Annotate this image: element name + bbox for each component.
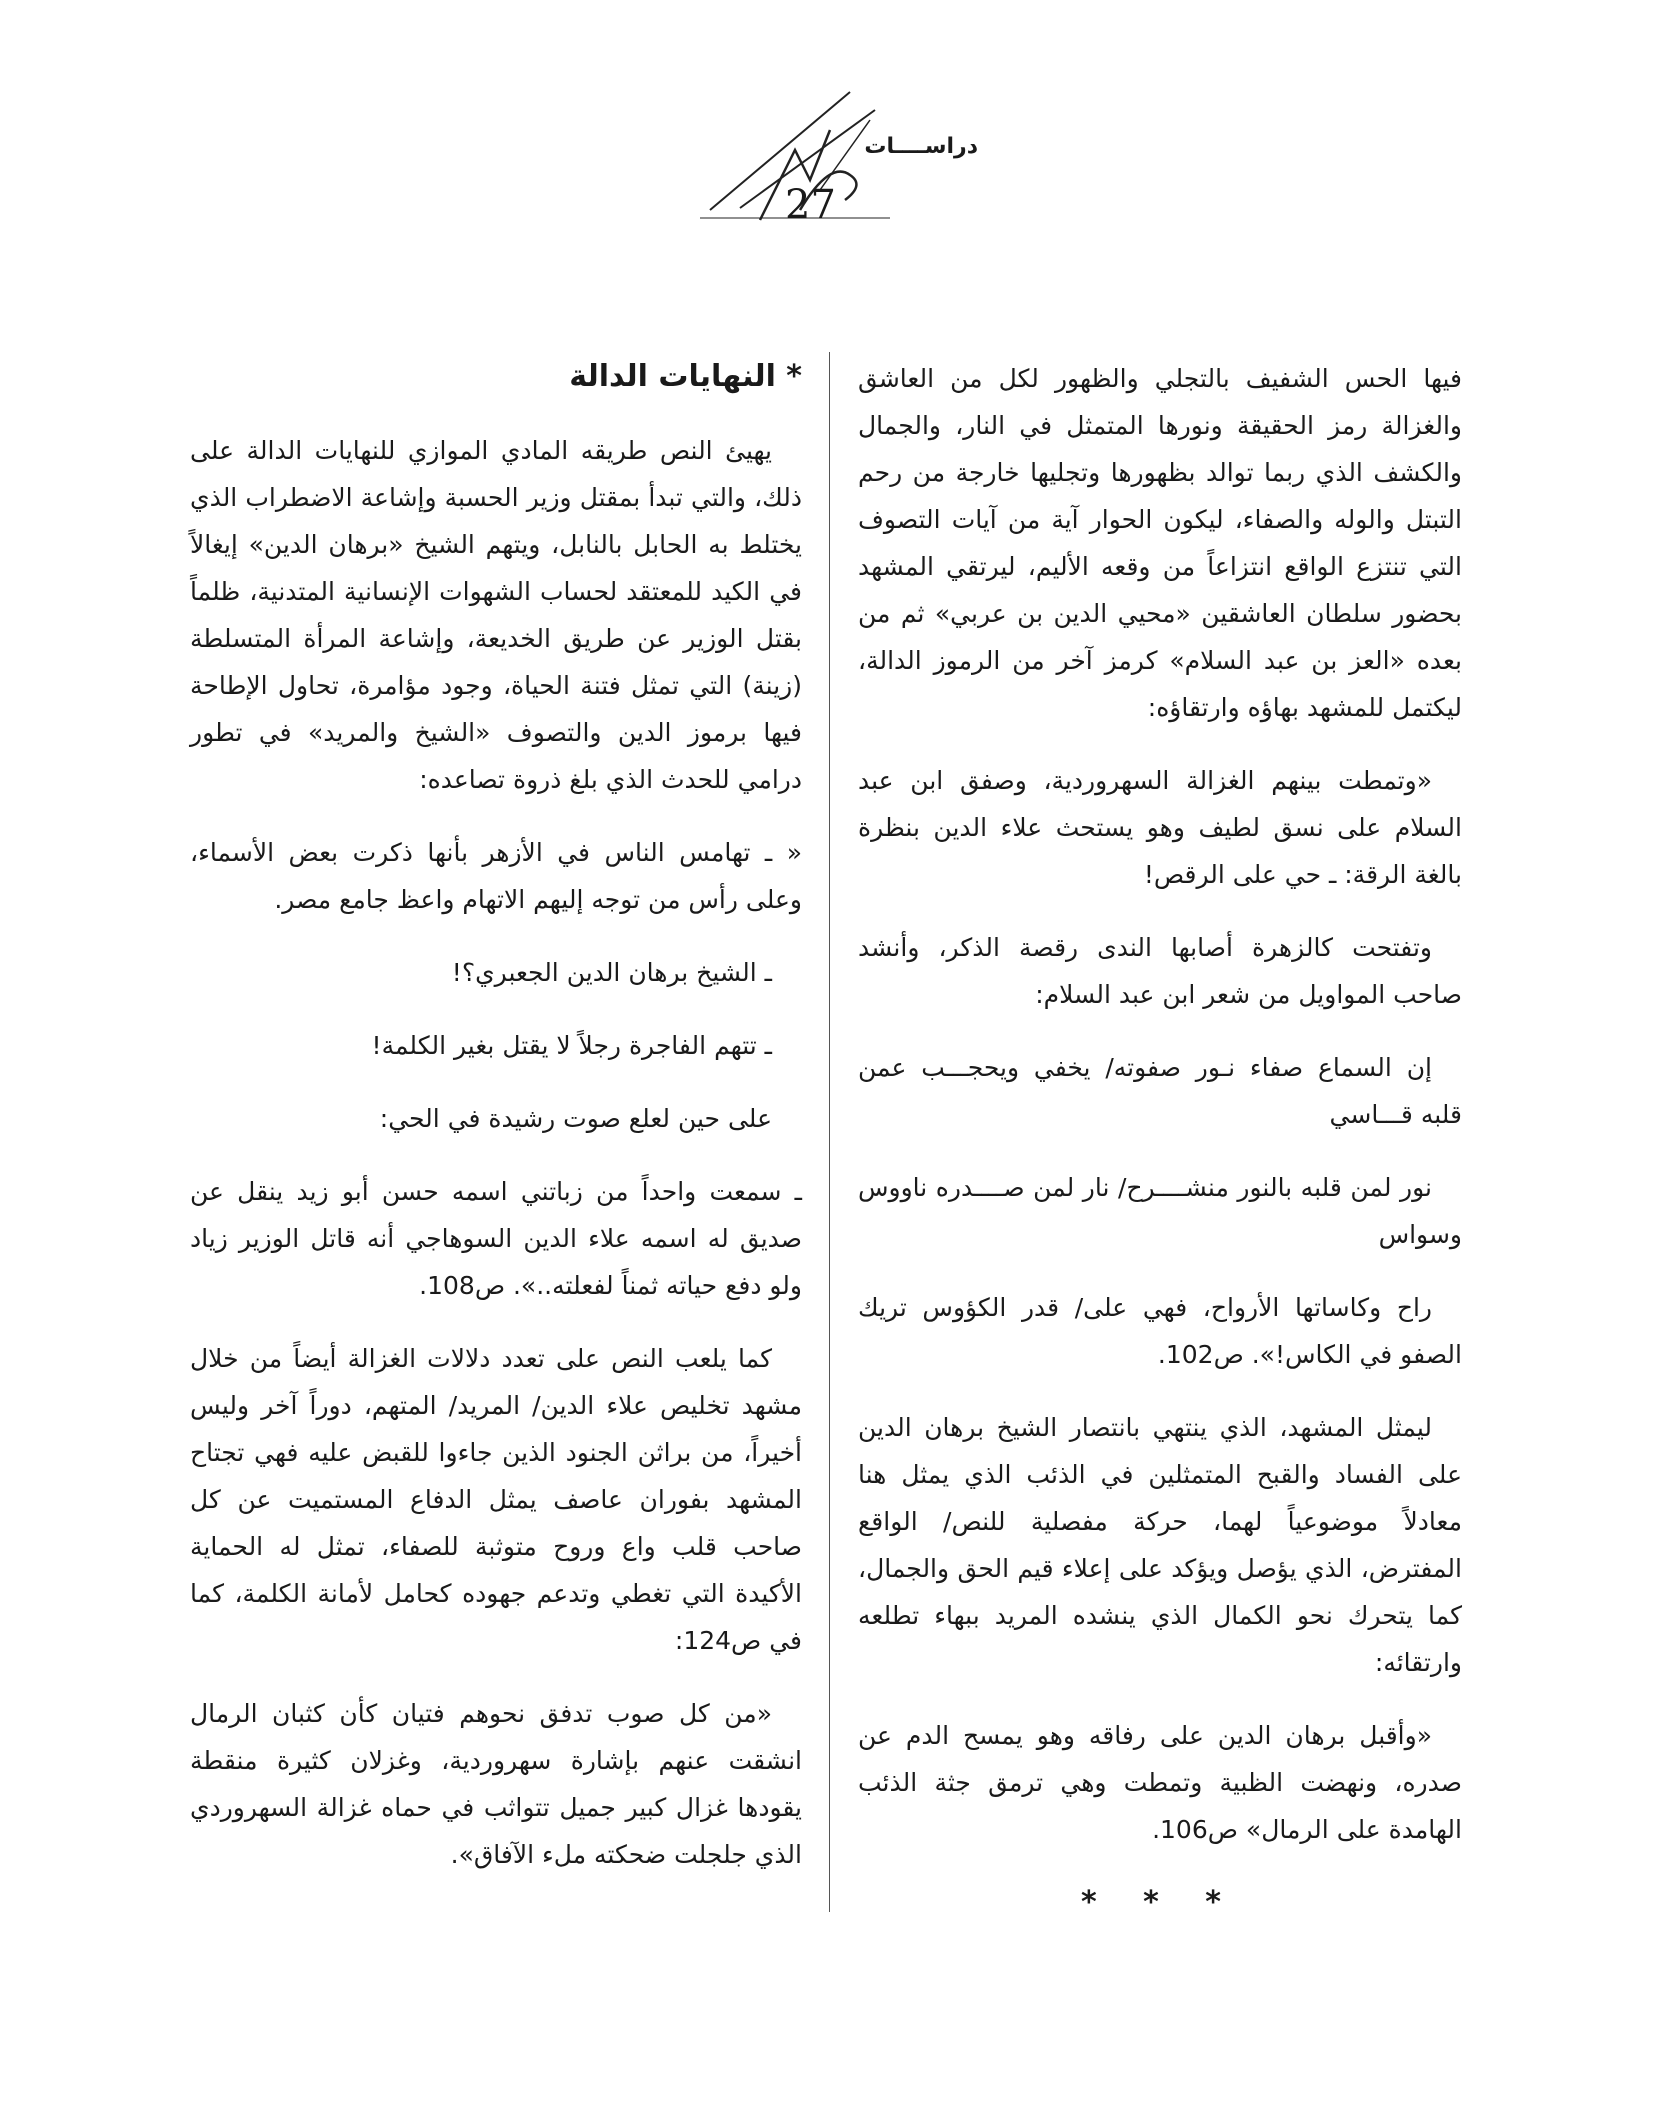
section-separator: * * * <box>1081 1885 1239 1920</box>
section-label: دراســــات <box>864 134 978 159</box>
paragraph: وتفتحت كالزهرة أصابها الندى رقصة الذكر، وأنشد صاحب المواويل من شعر ابن عبد السلام: <box>858 933 1462 1009</box>
section-title: * النهايات الدالة <box>569 359 802 394</box>
right-column <box>858 355 1462 1926</box>
paragraph: ليمثل المشهد، الذي ينتهي بانتصار الشيخ برهان الدين على الفساد والقبح المتمثلين في الذئب الذي يمثل هنا معادلاً موضوعياً لهما، حركة مفصلية للنص/ الواقع المفترض، الذي يؤصل ويؤكد على إعلاء قيم الحق والجمال، كما يتحرك نحو الكمال الذي ينشده المريد ببهاء تطلعه وارتقائه: <box>858 1413 1462 1677</box>
poem-verse: نور لمن قلبه بالنور منشــــرح/ نار لمن صــــدره ناووس وسواس <box>858 1173 1462 1249</box>
quote-paragraph: «من كل صوب تدفق نحوهم فتيان كأن كثبان الرمال انشقت عنهم بإشارة سهروردية، وغزلان كثيرة منقطة يقودها غزال كبير جميل تتواثب في حماه غزالة السهروردي الذي جلجلت ضحكته ملء الآفاق». <box>190 1699 802 1869</box>
column-divider <box>829 352 830 1912</box>
page-header <box>680 90 980 240</box>
dialogue-line: ـ تتهم الفاجرة رجلاً لا يقتل بغير الكلمة! <box>371 1031 772 1060</box>
quote-paragraph: «وتمطت بينهم الغزالة السهروردية، وصفق ابن عبد السلام على نسق لطيف وهو يستحث علاء الدين بنظرة بالغة الرقة: ـ حي على الرقص! <box>858 766 1462 889</box>
quote-paragraph: «وأقبل برهان الدين على رفاقه وهو يمسح الدم عن صدره، ونهضت الظبية وتمطت وهي ترمق جثة الذئب الهامدة على الرمال» ص106. <box>858 1721 1462 1844</box>
page-number: 27 <box>785 182 836 228</box>
dialogue-line: على حين لعلع صوت رشيدة في الحي: <box>379 1104 772 1133</box>
poem-verse: راح وكاساتها الأرواح، فهي على/ قدر الكؤوس تريك الصفو في الكاس!». ص102. <box>858 1293 1462 1369</box>
quote-paragraph: « ـ تهامس الناس في الأزهر بأنها ذكرت بعض الأسماء، وعلى رأس من توجه إليهم الاتهام واعظ جامع مصر. <box>190 838 802 914</box>
left-column <box>190 355 802 1904</box>
dialogue-line: ـ الشيخ برهان الدين الجعبري؟! <box>451 958 772 987</box>
paragraph: فيها الحس الشفيف بالتجلي والظهور لكل من العاشق والغزالة رمز الحقيقة ونورها المتمثل في النار، والجمال والكشف الذي ربما توالد بظهورها وتجليها خارجة من رحم التبتل والوله والصفاء، ليكون الحوار آية من آيات التصوف التي تنتزع الواقع انتزاعاً من وقعه الأليم، ليرتقي المشهد بحضور سلطان العاشقين «محيي الدين بن عربي» ثم من بعده «العز بن عبد السلام» كرمز آخر من الرموز الدالة، ليكتمل للمشهد بهاؤه وارتقاؤه: <box>858 364 1462 722</box>
paragraph: يهيئ النص طريقه المادي الموازي للنهايات الدالة على ذلك، والتي تبدأ بمقتل وزير الحسبة وإشاعة الاضطراب الذي يختلط به الحابل بالنابل، ويتهم الشيخ «برهان الدين» إيغالاً في الكيد للمعتقد لحساب الشهوات الإنسانية المتدنية، ظلماً بقتل الوزير عن طريق الخديعة، وإشاعة المرأة المتسلطة (زينة) التي تمثل فتنة الحياة، وجود مؤامرة، تحاول الإطاحة فيها برموز الدين والتصوف «الشيخ والمريد» في تطور درامي للحدث الذي بلغ ذروة تصاعده: <box>190 436 802 794</box>
paragraph: كما يلعب النص على تعدد دلالات الغزالة أيضاً من خلال مشهد تخليص علاء الدين/ المريد/ المتهم، دوراً آخر وليس أخيراً، من براثن الجنود الذين جاءوا للقبض عليه فهي تجتاح المشهد بفوران عاصف يمثل الدفاع المستميت عن كل صاحب قلب واع وروح متوثبة للصفاء، تمثل له الحماية الأكيدة التي تغطي وتدعم جهوده كحامل لأمانة الكلمة، كما في ص124: <box>190 1344 802 1655</box>
dialogue-line: ـ سمعت واحداً من زباتني اسمه حسن أبو زيد ينقل عن صديق له اسمه علاء الدين السوهاجي أنه قاتل الوزير زياد ولو دفع حياته ثمناً لفعلته..». ص108. <box>190 1177 802 1300</box>
poem-verse: إن السماع صفاء نـور صفوته/ يخفي ويحجـــب عمن قلبه قـــاسي <box>858 1053 1462 1129</box>
